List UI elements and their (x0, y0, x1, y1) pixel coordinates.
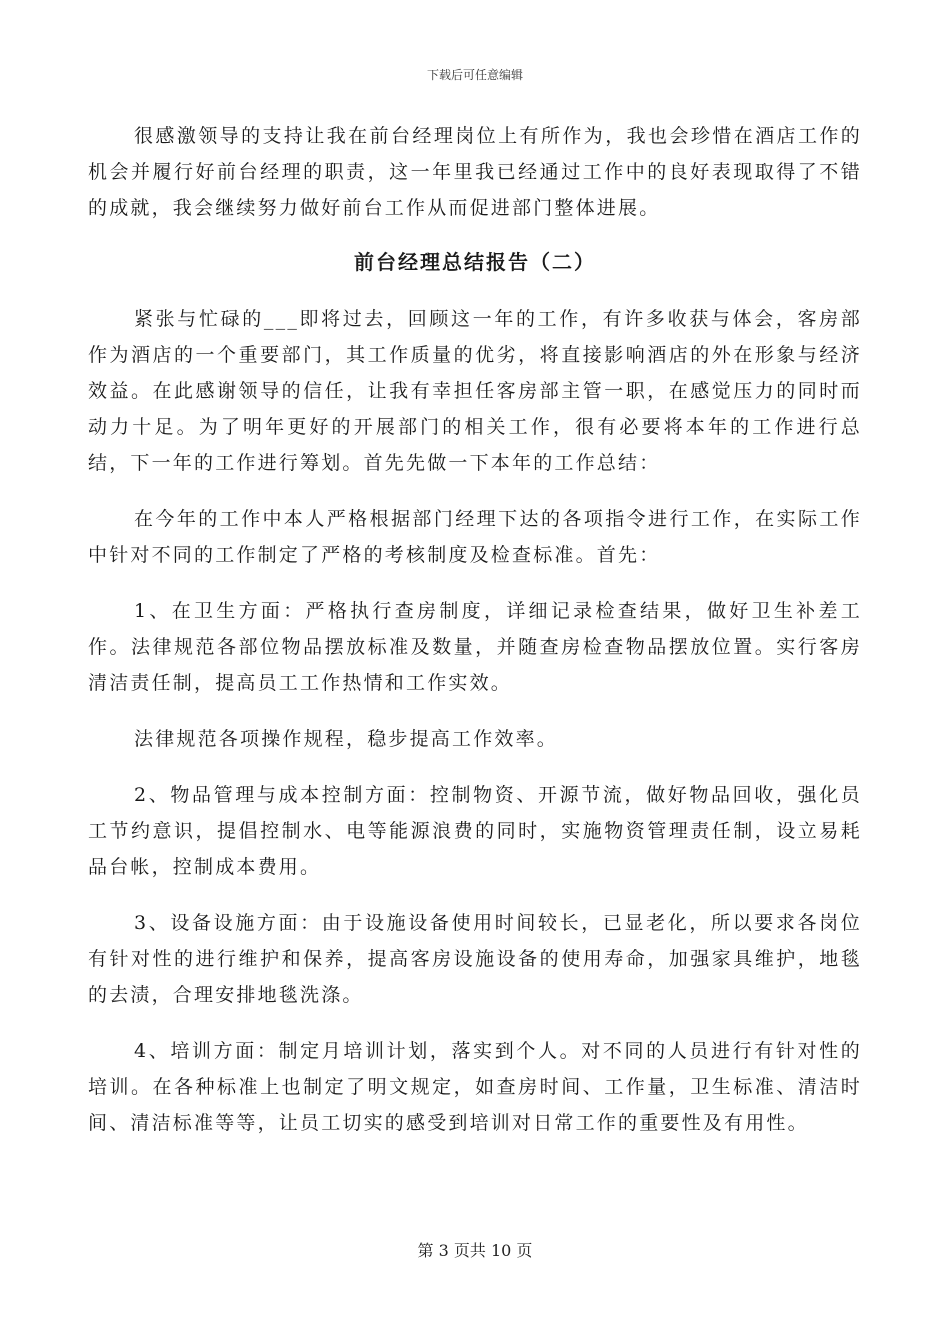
paragraph-1: 很感激领导的支持让我在前台经理岗位上有所作为，我也会珍惜在酒店工作的机会并履行好前台经理的职责，这一年里我已经通过工作中的良好表现取得了不错的成就，我会继续努力做好前台工作从而促进部门整体进展。 (88, 125, 862, 219)
paragraph-4: 1、在卫生方面：严格执行查房制度，详细记录检查结果，做好卫生补差工作。法律规范各部位物品摆放标准及数量，并随查房检查物品摆放位置。实行客房清洁责任制，提高员工工作热情和工作实效。 (88, 600, 862, 694)
page-number: 第 3 页共 10 页 (417, 1241, 533, 1260)
paragraph-3: 在今年的工作中本人严格根据部门经理下达的各项指令进行工作，在实际工作中针对不同的工作制定了严格的考核制度及检查标准。首先： (88, 508, 862, 566)
paragraph-6: 2、物品管理与成本控制方面：控制物资、开源节流，做好物品回收，强化员工节约意识，提倡控制水、电等能源浪费的同时，实施物资管理责任制，设立易耗品台帐，控制成本费用。 (88, 784, 862, 878)
paragraph-5: 法律规范各项操作规程，稳步提高工作效率。 (134, 728, 559, 750)
section-title: 前台经理总结报告（二） (354, 250, 596, 274)
paragraph-2: 紧张与忙碌的___即将过去，回顾这一年的工作，有许多收获与体会，客房部作为酒店的一个重要部门，其工作质量的优劣，将直接影响酒店的外在形象与经济效益。在此感谢领导的信任，让我有幸担任客房部主管一职，在感觉压力的同时而动力十足。为了明年更好的开展部门的相关工作，很有必要将本年的工作进行总结，下一年的工作进行筹划。首先先做一下本年的工作总结： (88, 308, 862, 474)
paragraph-8: 4、培训方面：制定月培训计划，落实到个人。对不同的人员进行有针对性的培训。在各种标准上也制定了明文规定，如查房时间、工作量，卫生标准、清洁时间、清洁标准等等，让员工切实的感受到培训对日常工作的重要性及有用性。 (88, 1040, 862, 1134)
document-body (88, 118, 862, 1161)
download-note: 下载后可任意编辑 (426, 68, 523, 82)
paragraph-7: 3、设备设施方面：由于设施设备使用时间较长，已显老化，所以要求各岗位有针对性的进行维护和保养，提高客房设施设备的使用寿命，加强家具维护，地毯的去渍，合理安排地毯洗涤。 (88, 912, 862, 1006)
